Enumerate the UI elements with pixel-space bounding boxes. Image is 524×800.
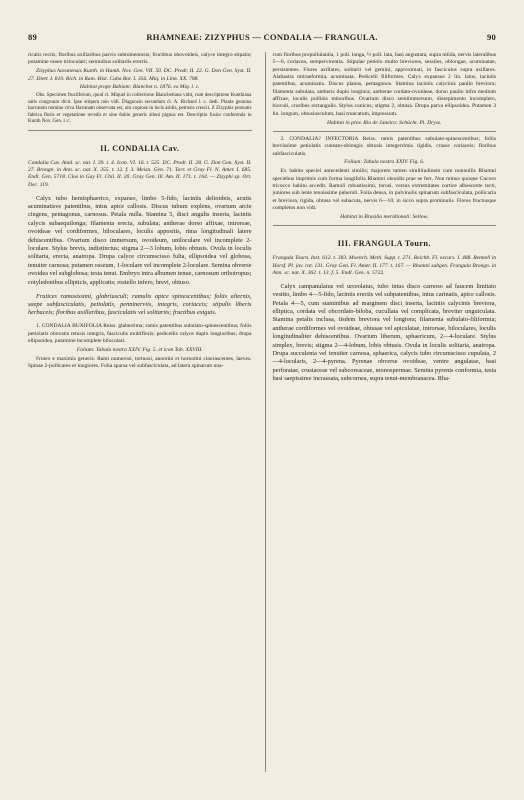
species-rule — [273, 131, 497, 132]
frangula-description: Calyx campanulatus vel urceolatus, tubo intus disco carnoso ad faucem limitato vestito, limbo 4—5-fido, laciniis erectis vel subpatentibus, intus carinatis, apice callosis. Petala 4—5, cum staminibus ad marginem disci inserta, laciniis calycinis breviora, elliptica, cordata vel obcordato-biloba, cucullata vel complicata, breviter unguiculata. Stamina petalis inclusa, iisdem breviora vel longiora; filamenta subulato-filiformia; antherae cordiformes vel ovoideae, obtusae vel apiculatae, introrsae, biloculares, loculis longitudinaliter dehiscentibus. Ovarium liberum, sphaericum, 2—4-loculare. Stylus simplex, brevis; stigma 2—4-lobum, lobis obtusis. Ovula in loculis solitaria, anatropa. Drupa succulenta vel tenuiter carnosa, sphaerica, calycis tubo circumscisso cupulata, 2—4-locularis, 2—4-pyrena. Pyrenae obverse ovoideae, ventre angulatae, basi perforatae, crustaceae vel subcoreaceae, monospermae. Semina pyrenis conformia, testa basi saepissime incrassata, subcornea, supra tenui-membranacea. Rha- — [272, 282, 496, 383]
synonym-citation: Zizyphus havanensis Kunth. in Humb. Nov. Gen. VII. 50. DC. Prodr. II. 22. G. Don Gen. Syst. II. 27. Dietr. I. 810. Rich. in Ram. Hist. Cuba Bot. I. 356. Miq. in Linn. XX. 798. — [28, 68, 252, 82]
section-rule — [273, 225, 497, 226]
two-column-body — [28, 52, 496, 385]
species-buxifolia-plate: Folium: Tabula nostra XXIV. Fig. 5. et icon Tab. XXVIII. — [76, 346, 203, 353]
section-title-condalia: II. CONDALIA Cav. — [100, 143, 180, 153]
genus-references: Condalia Cav. Anal. sc. nat. I. 39. t. 4. Icon. VI. 16. t. 525. DC. Prodr. II. 28. G. Don Gen. Syst. II. 27. Brongn. in Ann. sc. nat. X. 355. t. 12. f. 3. Meisn. Gen. 71. Torr. et Gray Fl. N. Amer. I. 685. Endl. Gen. 5718. Clos in Gay Fl. Chil. II. 20. Gray Gen. Ill. Am. II. 171. t. 164. — Zizyphi sp. Ort. Dec. 119. — [28, 159, 252, 188]
right-column — [273, 52, 497, 385]
intro-paragraph: ricatis rectis; floribus axillaribus parvis subtomentosis; fructibus obovoideis, calyce integro stipatis; putamine osseo triloculari; seminibus solitariis erectis. — [28, 52, 252, 66]
species-infectoria-description: Ex habitu speciei antecedenti similis; majorem tamen similitudinem cum nonnullis Rhamni speciebus imprimis cum forma longifolia Rhamni oleoidis prae se fert. Non minus quoque Cucoro tricocco habitu accedit. Ramuli robustissimi, torosi, versus extremitates cortice albescente tecti, juniores sub lente tenuissime puberuli. Folia densa, in pulvinulis spinarum subfasciculata, pollicaria et breviora, rigida, obtusa vel subacuta, nervis 6—10, in sicco supra prominulis. Flores fructusque completos non vidi. — [272, 168, 496, 212]
frangula-references: Frangula Tourn. Inst. 612. t. 383. Moench. Meth. Supp. t. 271. Reichb. Fl. excurs. I. 488. Rennell in Horsf. Pl. jav. rar. 131. Gray Gen. Fl. Amer. II. 177. t. 167. — Rhamni subgen. Frangula Brongn. in Ann. sc. nat. X. 362. t. 13. f. 5. Endl. Gen. n. 5722. — [272, 255, 496, 276]
observation-note: Obs. Specimen fructiferum, quod cl. Miquel in collectione Blanchetiana vidit, cum descriptione Kunthiana satis congruum dicit. Ipse stirpem non vidi. Diagnosin secundum cl. A. Richard l. c. dedi. Planta genuina baccatam nomine circa Havanam observata est, ubi copiose in locis aridis, petrosis crescit. Z Zizyphis pennatis fabrica floris et vegetatione recedit et sine dubio generis alieni pignus est. Descriptio fusior conferenda in Kunth Nov. Gen. l. c. — [28, 93, 252, 125]
column-divider — [265, 52, 266, 772]
page-header — [28, 32, 496, 46]
species-buxifolia: 1. CONDALIA BUXIFOLIA Reiss. glaberrima; ramis patentibus subulato-spinescentibus; foliis petiolatis obovatis retusis integris, fasciculis multifloris; pedicellis calyce duplo longioribus; drupa ellipsoidea, putamine incomplete biloculari. — [28, 323, 252, 344]
habitat-infectoria: Habitat in Brasilia meridionali: Sellow. — [340, 213, 429, 220]
left-page-number: 89 — [28, 32, 37, 42]
species-infectoria: 2. CONDALIA? INFECTORIA Reiss. ramis patentibus subulato-spinescentibus; foliis brevissime petiolatis cuneato-oblongis obtusis integerrimis rigidis, crasse coriaceis; floribus subfasciculatis. — [272, 135, 496, 157]
habitat-buxifolia: Habitat in prov. Rio de Janeiro: Schücht. Pl. Dryss. — [327, 119, 442, 126]
species-buxifolia-description: Frutex e maximis generis. Rami numerosi, tortuosi, annotini et hornotini cinerascentes, laeves. Spinae 2-pollicares et longiores. Folia sparsa vel subfasciculata, ad latera spinarum una- — [28, 355, 252, 369]
genus-description: Calyx tubo hemisphaerico, expanso, limbo 5-fido, laciniis deltoideis, acutis acuminatisve patentibus, intus apice callosis. Discus tubum explens, ovarium arcte cingens, pentagonus, carnosus. Petala nulla. Stamina 5, disci angulis inserta, laciniis calycis subaequilonga; filamenta erecta, subulata; antherae dorso affixae, introrsae, ovoideae vel cordiformes, biloculares, loculis appositis, rima longitudinali latere dehiscentibus. Ovarium disco immersum, ovoideum, uniloculare vel incomplete 2-loculare. Stylus brevis, indistinctus; stigma 2—3 lobum, lobis obtusis. Ovula in loculis solitaria, erecta, anatropa. Drupa calyce circumscisso fulta, ellipsoidea vel globosa, tenuiter carnosa; putamen osseum, 1-loculare vel incomplete 2-loculare. Semina obverse ovoidea vel subglobosa; testa tenui. Embryo intra albumen tenue, carnosum orthotropus; cotyledonibus ellipticis, applicatis; rostello infero, brevi, obtuso. — [28, 194, 252, 286]
running-title: RHAMNEAE: ZIZYPHUS — CONDALIA — FRANGULA. — [146, 32, 378, 42]
left-column — [28, 52, 252, 385]
habit-description: Frutices ramosissimi, glabriusculi; ramulis apice spinescentibus; foliis alternis, saepe subfasciculatis, petiolatis, penninerviis, integris, coriaceis; stipulis liberis herbaceis; floribus axillaribus, fasciculatis vel solitariis; fructibus exiguis. — [28, 292, 252, 317]
habitat-line: Habitat prope Bahiam: Blanchet n. 1876. ex Miq. l. c. — [79, 84, 200, 91]
section-rule — [28, 130, 252, 131]
right-page-number: 90 — [487, 32, 496, 42]
buxifolia-description-continued: cum floribus propullulantia, 1 poll. longa, ½ poll. lata, basi angustata, supra nitida, nervis lateralibus 5—6, coriacea, sempervirentia. Stipulae petiolo multo breviores, sessiles, oblongae, acuminatae, persistentes. Flores axillares, solitarii vel gemini, approximati, in fasciculos supra axillares. Alabastra mitraeformia, acuminata. Pedicelli filiformes. Calyx expansus 2 lin. latus, laciniis patentibus, acuminatis. Discus planus, pentagonus. Stamina laciniis calycinis paullo breviora; filamenta subulata, antheris duplo longiora; antherae cordato-ovoideae, dorso paullo infra medium affixae, loculis pollinis minoribus. Ovarium disco semiimmersum, dissepimento incompleto, biovuli, cruribus rectangulis. Stylus conicus; stigma 2, obtusa. Drupa parva ellipsoidea. Putamen 3 lin. longum, obtusiusculum, basi truncatum, impressum. — [272, 52, 496, 117]
species-infectoria-plate: Folium: Tabula nostra XXIV. Fig. 6. — [344, 159, 425, 166]
section-title-frangula: III. FRANGULA Tourn. — [337, 239, 431, 249]
